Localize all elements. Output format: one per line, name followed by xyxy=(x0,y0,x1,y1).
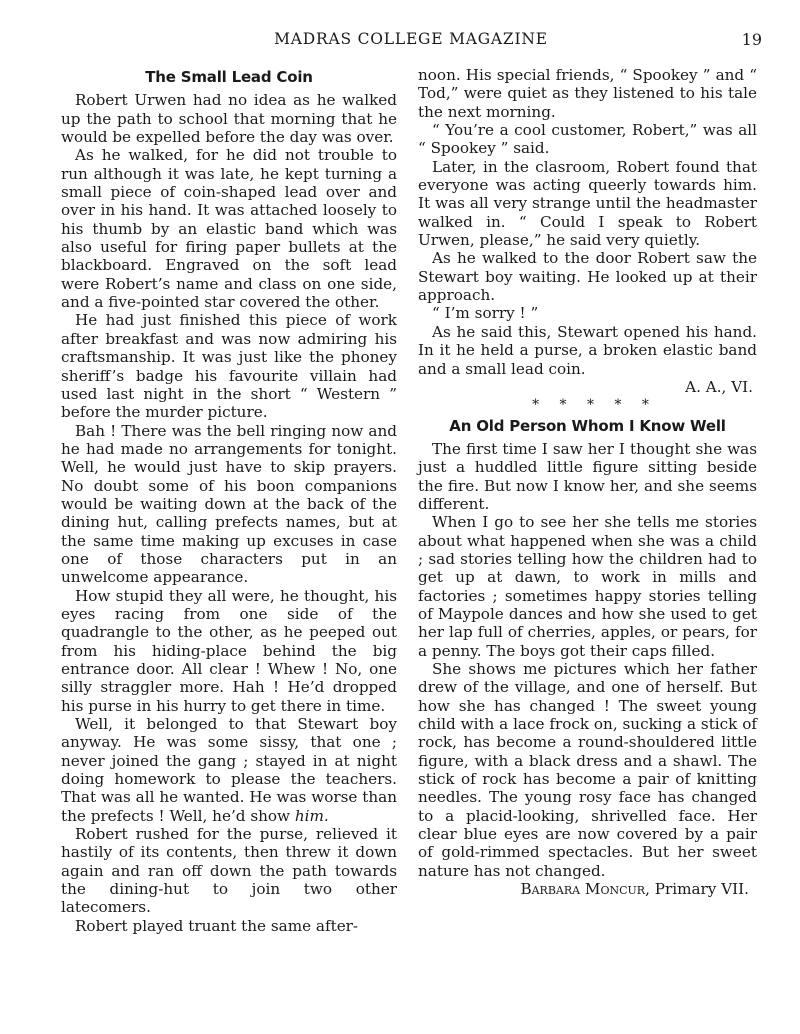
paragraph: As he said this, Stewart opened his hand. In it he held a purse, a broken elastic band and a small lead coin. xyxy=(418,322,757,378)
author-class: Primary VII. xyxy=(654,880,749,899)
author-name: Barbara Moncur, xyxy=(520,880,650,899)
story-title-old-person: An Old Person Whom I Know Well xyxy=(449,416,726,435)
paragraph-text: Well, it belonged to that Stewart boy anyway. He was some sissy, that one ; never joined the gang ; stayed in at night doing homework to please the teachers. That was all he wanted. He was worse than the prefects ! Well, he’d show xyxy=(61,715,397,825)
paragraph-continuation: noon. His special friends, “ Spookey ” and “ Tod,” were quiet as they listened to his tale the next morning. xyxy=(418,66,757,121)
paragraph: How stupid they all were, he thought, his eyes racing from one side of the quadrangle to the other, as he peeped out from his hiding-place behind the big entrance door. All clear ! Whew ! No, one silly straggler more. Hah ! He’d dropped his purse in his hurry to get there in time. xyxy=(61,586,397,715)
author-byline: A. A., VI. xyxy=(685,377,753,396)
magazine-title: MADRAS COLLEGE MAGAZINE xyxy=(274,30,548,48)
left-column xyxy=(61,66,397,935)
paragraph: Robert Urwen had no idea as he walked up the path to school that morning that he would be expelled before the day was over. xyxy=(61,91,397,147)
author-byline xyxy=(418,880,757,898)
paragraph: Bah ! There was the bell ringing now and he had made no arrangements for tonight. Well, he would just have to skip prayers. No doubt some of his boon companions would be waiting down at the back of the dining hut, calling prefects names, but at the same time making up excuses in case one of those characters put in an unwelcome appearance. xyxy=(61,421,397,587)
paragraph: Robert rushed for the purse, relieved it hastily of its contents, then threw it down again and ran off down the path towards the dining-hut to join two other latecomers. xyxy=(61,825,397,917)
story-title-small-lead-coin: The Small Lead Coin xyxy=(145,68,313,86)
paragraph: Later, in the clasroom, Robert found that everyone was acting queerly towards him. It was all very strange until the headmaster walked in. “ Could I speak to Robert Urwen, please,” he said very quietly. xyxy=(418,157,757,250)
page-header xyxy=(60,30,762,52)
paragraph: When I go to see her she tells me stories about what happened when she was a child ; sad stories telling how the children had to get up at dawn, to work in mills and factories ; sometimes happy stories telling of Maypole dances and how she used to get her lap full of cherries, apples, or pears, for a penny. The boys got their caps filled. xyxy=(418,513,757,660)
emphasis-word: him. xyxy=(294,806,329,825)
right-column xyxy=(418,66,757,898)
section-separator: * * * * * xyxy=(532,397,657,414)
paragraph: “ You’re a cool customer, Robert,” was all “ Spookey ” said. xyxy=(418,121,757,158)
paragraph: “ I’m sorry ! ” xyxy=(432,304,539,323)
paragraph: The first time I saw her I thought she was just a huddled little figure sitting beside the fire. But now I know her, and she seems different. xyxy=(418,439,757,513)
paragraph: As he walked, for he did not trouble to run although it was late, he kept turning a small piece of coin-shaped lead over and over in his hand. It was attached loosely to his thumb by an elastic band which was also useful for firing paper bullets at the blackboard. Engraved on the soft lead were Robert’s name and class on one side, and a five-pointed star covered the other. xyxy=(61,146,397,312)
paragraph: Robert played truant the same after- xyxy=(75,916,359,935)
paragraph: As he walked to the door Robert saw the Stewart boy waiting. He looked up at their approach. xyxy=(418,249,757,305)
paragraph xyxy=(61,715,397,825)
paragraph: He had just finished this piece of work after breakfast and was now admiring his craftsmanship. It was just like the phoney sheriff’s badge his favourite villain had used last night in the short “ Western ” before the murder picture. xyxy=(61,311,397,422)
paragraph: She shows me pictures which her father drew of the village, and one of herself. But how she has changed ! The sweet young child with a lace frock on, sucking a stick of rock, has become a round-shouldered little figure, with a black dress and a shawl. The stick of rock has become a pair of knitting needles. The young rosy face has changed to a placid-looking, shrivelled face. Her clear blue eyes are now covered by a pair of gold-rimmed spectacles. But her sweet nature has not changed. xyxy=(418,660,757,880)
page-number: 19 xyxy=(741,30,762,49)
